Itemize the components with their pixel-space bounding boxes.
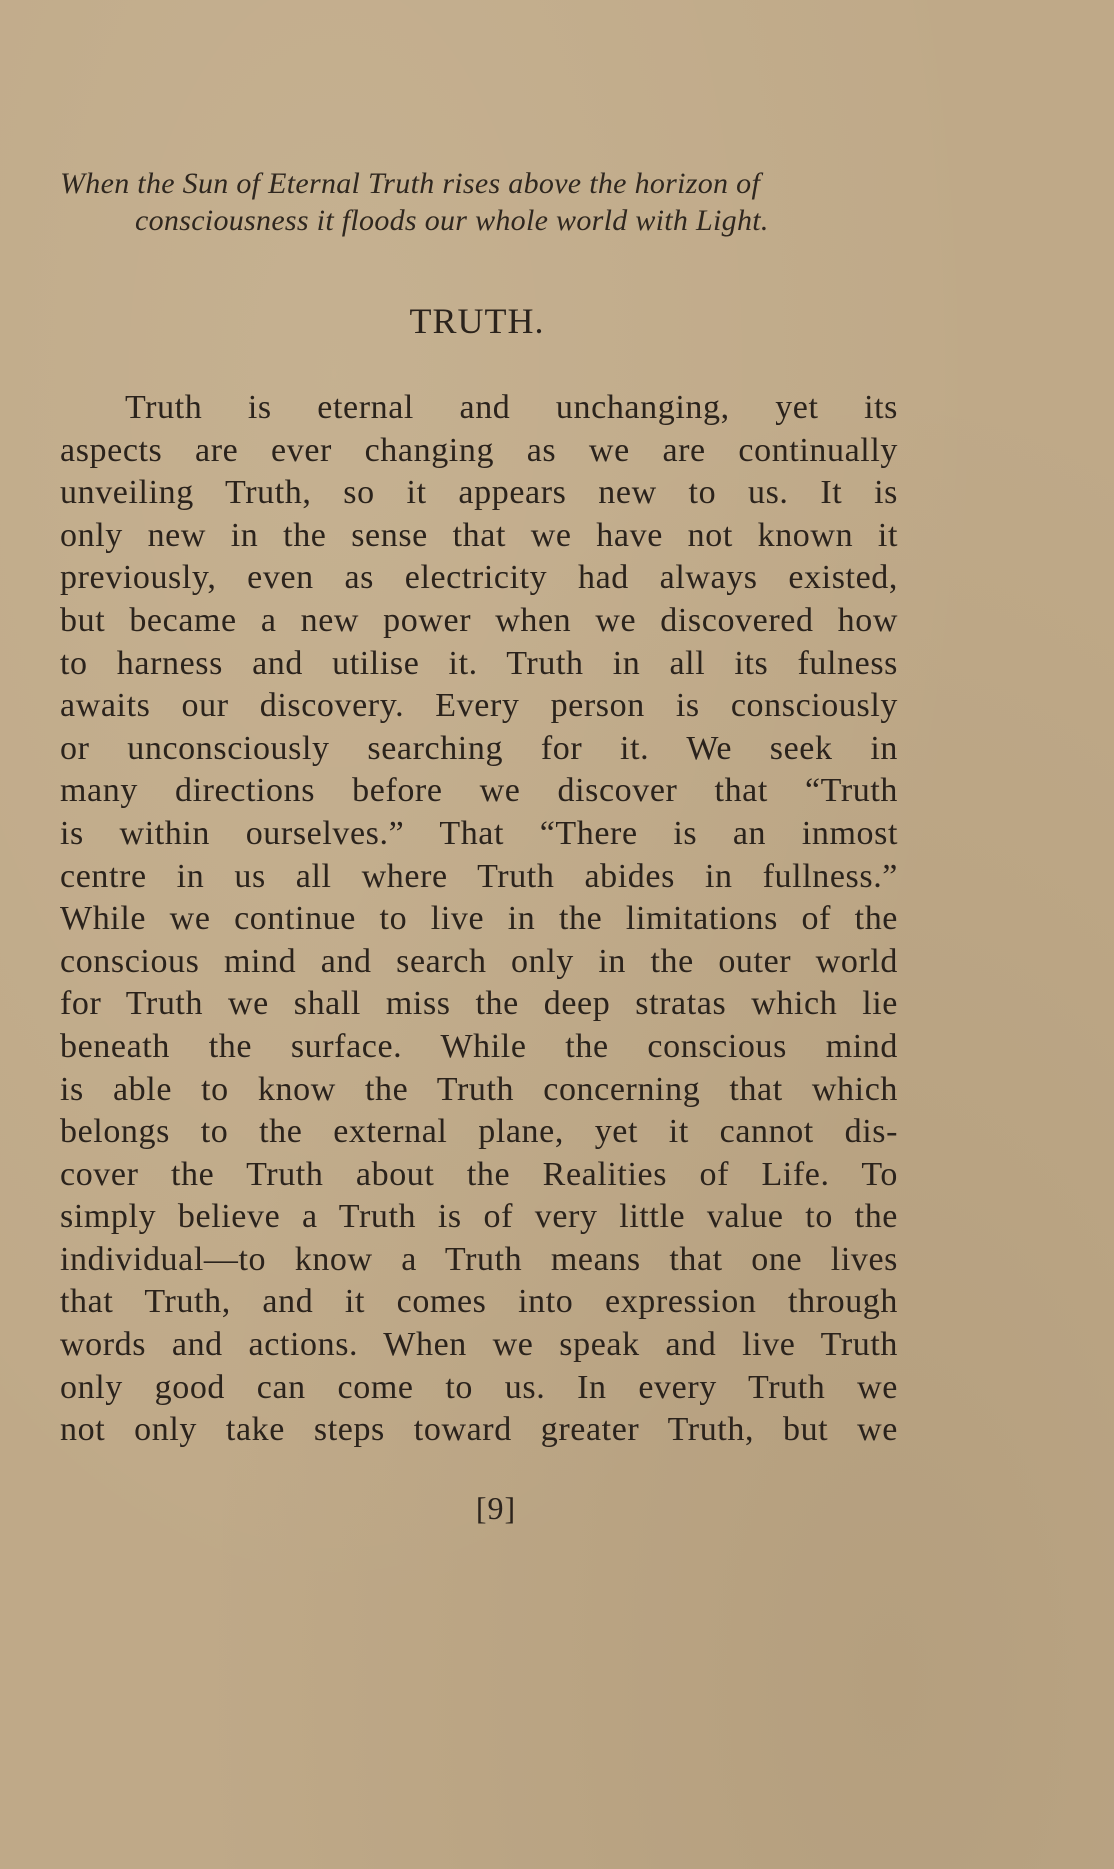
body-line: but became a new power when we discovered how <box>60 601 898 639</box>
body-line: only good can come to us. In every Truth we <box>60 1368 898 1406</box>
body-line: individual—to know a Truth means that one lives <box>60 1240 898 1278</box>
body-line: conscious mind and search only in the outer world <box>60 942 898 980</box>
body-line: While we continue to live in the limitations of the <box>60 900 898 938</box>
body-line: aspects are ever changing as we are continually <box>60 431 898 469</box>
chapter-title: TRUTH. <box>409 301 545 341</box>
body-line: centre in us all where Truth abides in fullness.” <box>60 857 898 895</box>
body-line: simply believe a Truth is of very little value to the <box>60 1198 898 1236</box>
page-number: [9] <box>475 1490 517 1526</box>
body-line: cover the Truth about the Realities of Life. To <box>60 1155 898 1193</box>
body-text <box>60 387 898 1452</box>
body-line: not only take steps toward greater Truth, but we <box>60 1411 898 1449</box>
body-line: words and actions. When we speak and live Truth <box>60 1326 898 1364</box>
body-line: is able to know the Truth concerning that which <box>60 1070 898 1108</box>
epigraph-line-2: consciousness it floods our whole world with Light. <box>135 204 769 237</box>
body-line: Truth is eternal and unchanging, yet its <box>125 389 898 426</box>
body-line: is within ourselves.” That “There is an inmost <box>60 814 898 852</box>
body-line: belongs to the external plane, yet it cannot dis- <box>60 1113 898 1151</box>
body-line: or unconsciously searching for it. We seek in <box>60 729 898 767</box>
body-line: awaits our discovery. Every person is consciously <box>60 687 898 725</box>
body-line: previously, even as electricity had always existed, <box>60 559 898 597</box>
epigraph <box>60 165 900 239</box>
body-line: unveiling Truth, so it appears new to us. It is <box>60 474 898 512</box>
body-line: that Truth, and it comes into expression through <box>60 1283 898 1321</box>
body-line: many directions before we discover that “Truth <box>60 772 898 810</box>
body-line: beneath the surface. While the conscious mind <box>60 1027 898 1065</box>
body-line: only new in the sense that we have not known it <box>60 516 898 554</box>
body-line: for Truth we shall miss the deep stratas which lie <box>60 985 898 1023</box>
epigraph-line-1: When the Sun of Eternal Truth rises above the horizon of <box>60 167 761 200</box>
body-line: to harness and utilise it. Truth in all its fulness <box>60 644 898 682</box>
